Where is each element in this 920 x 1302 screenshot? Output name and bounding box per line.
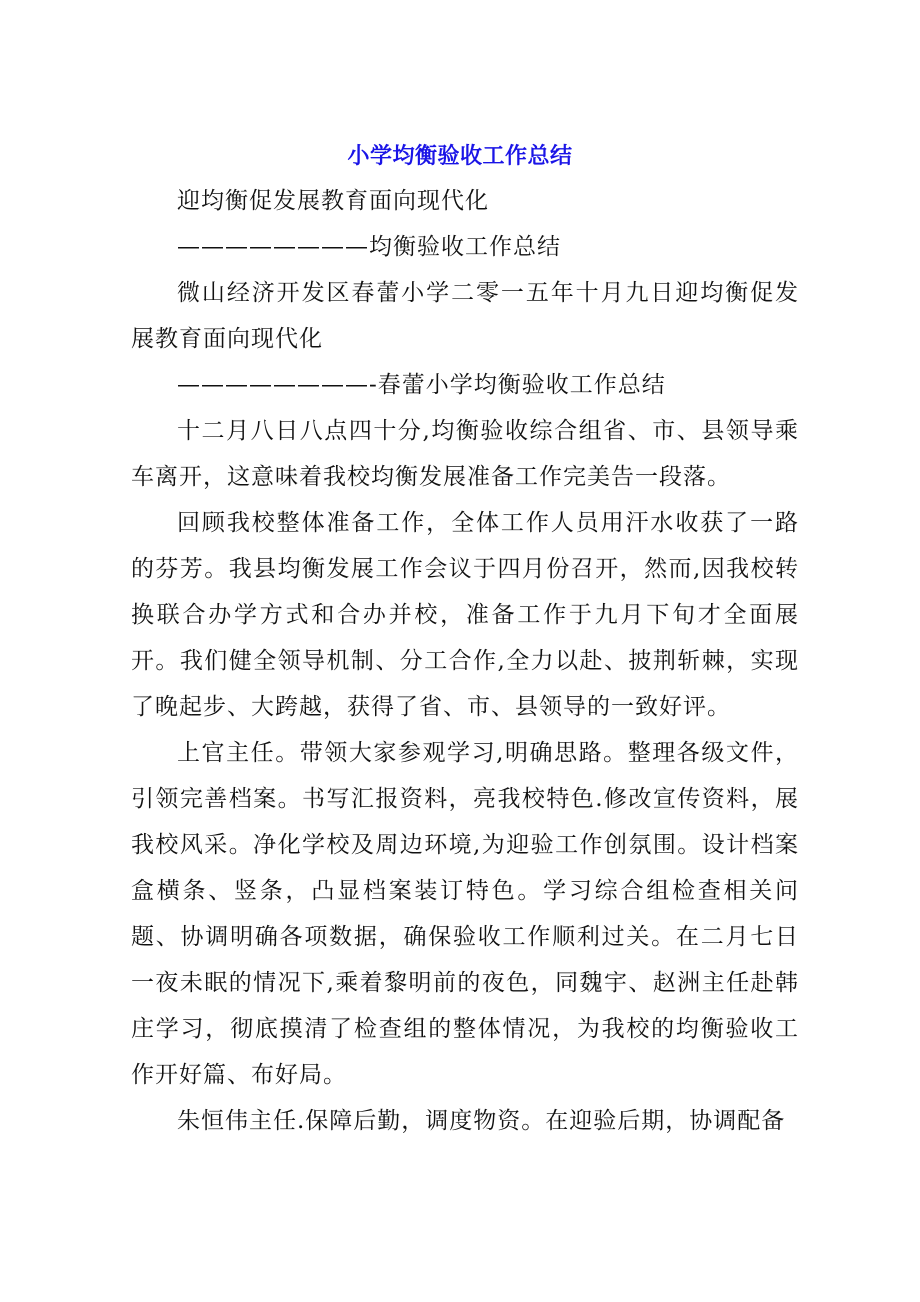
paragraph-subtitle-dash: ————————均衡验收工作总结 <box>177 234 561 260</box>
paragraph-shangguan: 上官主任。带领大家参观学习,明确思路。整理各级文件，引领完善档案。书写汇报资料，亮我校特色.修改宣传资料，展我校风采。净化学校及周边环境,为迎验工作创氛围。设计档案盒横条、竖条，凸显档案装订特色。学习综合组检查相关问题、协调明确各项数据，确保验收工作顺利过关。在二月七日一夜未眠的情况下,乘着黎明前的夜色，同魏宇、赵洲主任赴韩庄学习，彻底摸清了检查组的整体情况，为我校的均衡验收工作开好篇、布好局。 <box>131 740 799 1088</box>
paragraph-school-date: 微山经济开发区春蕾小学二零一五年十月九日迎均衡促发展教育面向现代化 <box>131 280 799 352</box>
paragraph-review: 回顾我校整体准备工作，全体工作人员用汗水收获了一路的芬芳。我县均衡发展工作会议于四月份召开，然而,因我校转换联合办学方式和合办并校，准备工作于九月下旬才全面展开。我们健全领导机制、分工合作,全力以赴、披荆斩棘，实现了晚起步、大跨越，获得了省、市、县领导的一致好评。 <box>131 510 799 720</box>
paragraph-departure: 十二月八日八点四十分,均衡验收综合组省、市、县领导乘车离开，这意味着我校均衡发展准备工作完美告一段落。 <box>131 418 799 490</box>
paragraph-subtitle: 迎均衡促发展教育面向现代化 <box>177 188 489 214</box>
paragraph-zhu: 朱恒伟主任.保障后勤，调度物资。在迎验后期，协调配备 <box>177 1108 786 1134</box>
document-title: 小学均衡验收工作总结 <box>347 144 573 169</box>
paragraph-school-dash: ————————-春蕾小学均衡验收工作总结 <box>177 372 666 398</box>
document-body <box>131 178 799 1144</box>
